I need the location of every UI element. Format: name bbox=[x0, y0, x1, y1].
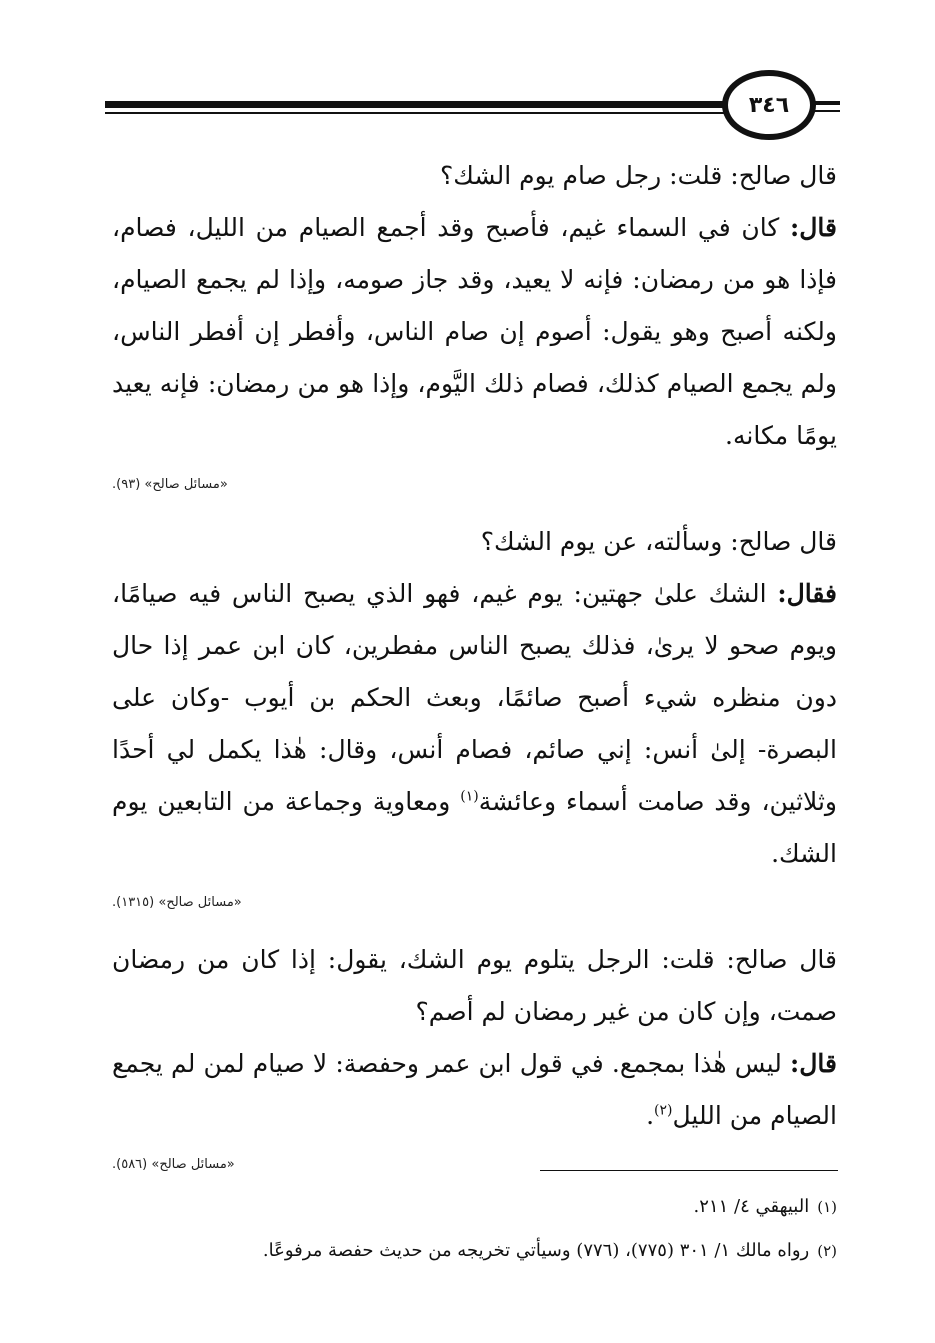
footnote-divider bbox=[540, 1170, 838, 1171]
paragraph-lead: قال: bbox=[790, 213, 837, 242]
page-header bbox=[105, 68, 840, 148]
source-citation: «مسائل صالح» (٩٣). bbox=[112, 477, 228, 492]
header-rule-thin bbox=[105, 112, 725, 114]
main-text bbox=[112, 150, 837, 1196]
footnote-ref[interactable]: (٢) bbox=[654, 1102, 673, 1119]
paragraph-lead: فقال: bbox=[777, 579, 837, 608]
paragraph: فقال: الشك علىٰ جهتين: يوم غيم، فهو الذي يصبح الناس فيه صيامًا، ويوم صحو لا يرىٰ، فذلك يصبح الناس مفطرين، كان ابن عمر إذا حال دون منظره شيء أصبح صائمًا، وبعث الحكم بن أيوب -وكان على البصرة- إلىٰ أنس: إني صائم، فصام أنس، وقال: هٰذا يكمل لي أحدًا وثلاثين، وقد صامت أسماء وعائشة$^{(١)}$ ومعاوية وجماعة من التابعين يوم الشك. bbox=[112, 579, 837, 868]
paragraph-lead: قال: bbox=[790, 1049, 837, 1078]
paragraph: قال: كان في السماء غيم، فأصبح وقد أجمع الصيام من الليل، فصام، فإذا هو من رمضان: فإنه لا يعيد، وقد جاز صومه، وإذا لم يجمع الصيام، ولكنه أصبح وهو يقول: أصوم إن صام الناس، وأفطر إن أفطر الناس، ولم يجمع الصيام كذلك، فصام ذلك اليَّوم، وإذا هو من رمضان: فإنه يعيد يومًا مكانه. bbox=[112, 213, 837, 450]
source-citation: «مسائل صالح» (٥٨٦). bbox=[112, 1157, 235, 1172]
paragraph: قال صالح: قلت: الرجل يتلوم يوم الشك، يقول: إذا كان من رمضان صمت، وإن كان من غير رمضان لم أصم؟ bbox=[112, 945, 837, 1026]
header-rule-thick bbox=[105, 101, 725, 108]
page-number: ٣٤٦ bbox=[722, 70, 816, 140]
source-citation: «مسائل صالح» (١٣١٥). bbox=[112, 895, 242, 910]
footnote: (١)البيهقي ٤/ ٢١١. bbox=[693, 1196, 837, 1217]
footnote-ref[interactable]: (١) bbox=[460, 788, 479, 805]
footnote-number: (١) bbox=[817, 1198, 837, 1216]
header-rule-right-thin bbox=[813, 110, 840, 112]
footnote: (٢)رواه مالك ١/ ٣٠١ (٧٧٥)، (٧٧٦) وسيأتي تخريجه من حديث حفصة مرفوعًا. bbox=[262, 1240, 837, 1261]
footnote-number: (٢) bbox=[817, 1242, 837, 1260]
header-rule-right bbox=[813, 101, 840, 105]
footnotes bbox=[112, 1185, 837, 1273]
paragraph: قال صالح: قلت: رجل صام يوم الشك؟ bbox=[440, 161, 837, 190]
paragraph: قال صالح: وسألته، عن يوم الشك؟ bbox=[480, 527, 837, 556]
paragraph: قال: ليس هٰذا بمجمع. في قول ابن عمر وحفصة: لا صيام لمن لم يجمع الصيام من الليل$^{(٢)}$. bbox=[112, 1049, 837, 1130]
